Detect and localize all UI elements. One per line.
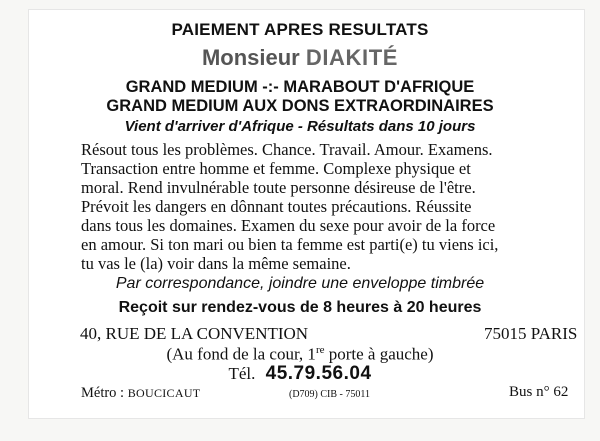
description-line: dans tous les domaines. Examen du sexe pour avoir de la force <box>81 216 496 235</box>
address-detail <box>0 344 600 365</box>
description-line: Transaction entre homme et femme. Complexe physique et <box>81 159 471 178</box>
description-line: Prévoit les dangers en dônnant toutes précautions. Réussite <box>81 197 472 216</box>
metro-info <box>81 385 200 402</box>
ad-reference: (D709) CIB - 75011 <box>289 389 371 400</box>
tagline-gifts: GRAND MEDIUM AUX DONS EXTRAORDINAIRES <box>106 97 494 115</box>
payment-header: PAIEMENT APRES RESULTATS <box>171 20 429 39</box>
description-line: tu vas le (la) voir dans la même semaine. <box>81 254 351 273</box>
telephone <box>0 363 600 385</box>
metro-station: BOUCICAUT <box>127 386 201 400</box>
tel-number: 45.79.56.04 <box>265 363 372 384</box>
advertiser-name <box>0 45 600 71</box>
description-line: moral. Rend invulnérable toute personne désireuse de l'être. <box>81 178 476 197</box>
title-name: DIAKITÉ <box>305 45 399 70</box>
description-line: en amour. Si ton mari ou bien ta femme est parti(e) tu viens ici, <box>81 235 499 254</box>
address-detail-post: porte à gauche) <box>324 344 434 364</box>
correspondence-note: Par correspondance, joindre une enveloppe timbrée <box>115 275 485 292</box>
address-detail-pre: (Au fond de la cour, 1 <box>166 344 316 364</box>
metro-label: Métro : <box>81 385 128 401</box>
appointment-hours: Reçoit sur rendez-vous de 8 heures à 20 heures <box>118 299 482 316</box>
title-prefix: Monsieur <box>201 45 300 70</box>
tel-label: Tél. <box>228 364 256 383</box>
bus-info: Bus n° 62 <box>509 384 569 400</box>
address-city: 75015 PARIS <box>484 324 578 343</box>
description-line: Résout tous les problèmes. Chance. Travail. Amour. Examens. <box>81 140 493 159</box>
tagline-marabout: GRAND MEDIUM -:- MARABOUT D'AFRIQUE <box>125 78 475 96</box>
address-street: 40, RUE DE LA CONVENTION <box>80 324 309 343</box>
tagline-arrival: Vient d'arriver d'Afrique - Résultats dans 10 jours <box>124 118 476 135</box>
address-detail-sup: re <box>315 344 325 356</box>
